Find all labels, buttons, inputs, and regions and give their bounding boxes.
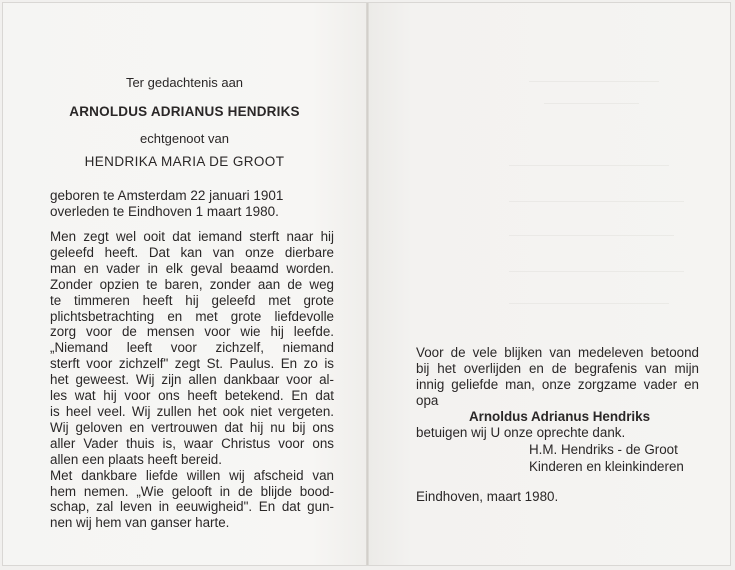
text-line: geleefd heeft. Dat kan van onze dierbare xyxy=(50,244,334,260)
thanks-closing: betuigen wij U onze oprechte dank. xyxy=(416,425,626,440)
memorial-text xyxy=(50,229,334,531)
text-line: Men zegt wel ooit dat iemand sterft naar hij xyxy=(50,229,334,244)
family-line: Kinderen en kleinkinderen xyxy=(529,459,684,474)
thanks-deceased-name: Arnoldus Adrianus Hendriks xyxy=(469,409,651,424)
thanks-text xyxy=(416,345,699,441)
memorial-card xyxy=(2,2,731,566)
signer-name: H.M. Hendriks - de Groot xyxy=(529,442,678,457)
signers xyxy=(529,441,684,475)
text-line: nen wij hem van ganser harte. xyxy=(50,515,230,531)
bleed-through-mark xyxy=(509,303,669,304)
thanks-line: opa xyxy=(416,393,439,408)
place-date: Eindhoven, maart 1980. xyxy=(416,489,559,504)
text-line: plichtsbetrachting en met grote liefdevolle xyxy=(50,308,334,324)
text-line: man en vader in elk geval beaamd worden. xyxy=(50,260,334,276)
thanks-panel xyxy=(369,3,730,565)
thanks-line: Voor de vele blijken van medeleven betoond xyxy=(416,345,699,360)
text-line: Wij geloven en vertrouwen dat hij nu bij ons xyxy=(50,419,334,435)
text-line: te timmeren heeft hij geleefd met grote xyxy=(50,292,334,308)
text-line: Zonder opzien te baren, zonder aan de weg xyxy=(50,276,334,292)
text-line: sterft voor zichzelf" zegt St. Paulus. En zo is xyxy=(50,356,334,372)
memorial-panel xyxy=(3,3,366,565)
text-line: Met dankbare liefde willen wij afscheid van xyxy=(50,467,334,483)
bleed-through-mark xyxy=(509,165,669,166)
bleed-through-mark xyxy=(509,235,674,236)
text-line: is heel veel. Wij zullen het ook niet vergeten. xyxy=(50,403,334,419)
intro-text: Ter gedachtenis aan xyxy=(125,75,244,90)
text-line: hem nemen. „Wie gelooft in de blijde bood- xyxy=(50,483,334,499)
thanks-line: innig geliefde man, onze zorgzame vader en xyxy=(416,377,699,392)
text-line: „Niemand leeft voor zichzelf, niemand xyxy=(50,340,334,356)
text-line: aller Vader thuis is, waar Christus voor ons xyxy=(50,435,334,451)
birth-line: geboren te Amsterdam 22 januari 1901 xyxy=(50,188,284,203)
deceased-name: ARNOLDUS ADRIANUS HENDRIKS xyxy=(69,104,300,119)
bleed-through-mark xyxy=(509,201,684,202)
text-line: het geweest. Wij zijn allen dankbaar voor al- xyxy=(50,372,334,388)
death-line: overleden te Eindhoven 1 maart 1980. xyxy=(50,204,279,219)
text-line: les wat hij voor ons heeft betekend. En dat xyxy=(50,388,334,404)
text-line: zorg voor de mensen voor wie hij leefde. xyxy=(50,324,334,340)
spouse-label: echtgenoot van xyxy=(140,131,229,146)
spouse-name: HENDRIKA MARIA DE GROOT xyxy=(84,154,285,169)
text-line: allen een plaats heeft bereid. xyxy=(50,451,222,467)
text-line: schap, zal leven in eeuwigheid". En dat gun- xyxy=(50,499,334,515)
bleed-through-mark xyxy=(529,81,659,82)
bleed-through-mark xyxy=(509,271,684,272)
thanks-line: bij het overlijden en de begrafenis van mijn xyxy=(416,361,699,376)
bleed-through-mark xyxy=(544,103,639,104)
life-dates xyxy=(50,188,300,220)
